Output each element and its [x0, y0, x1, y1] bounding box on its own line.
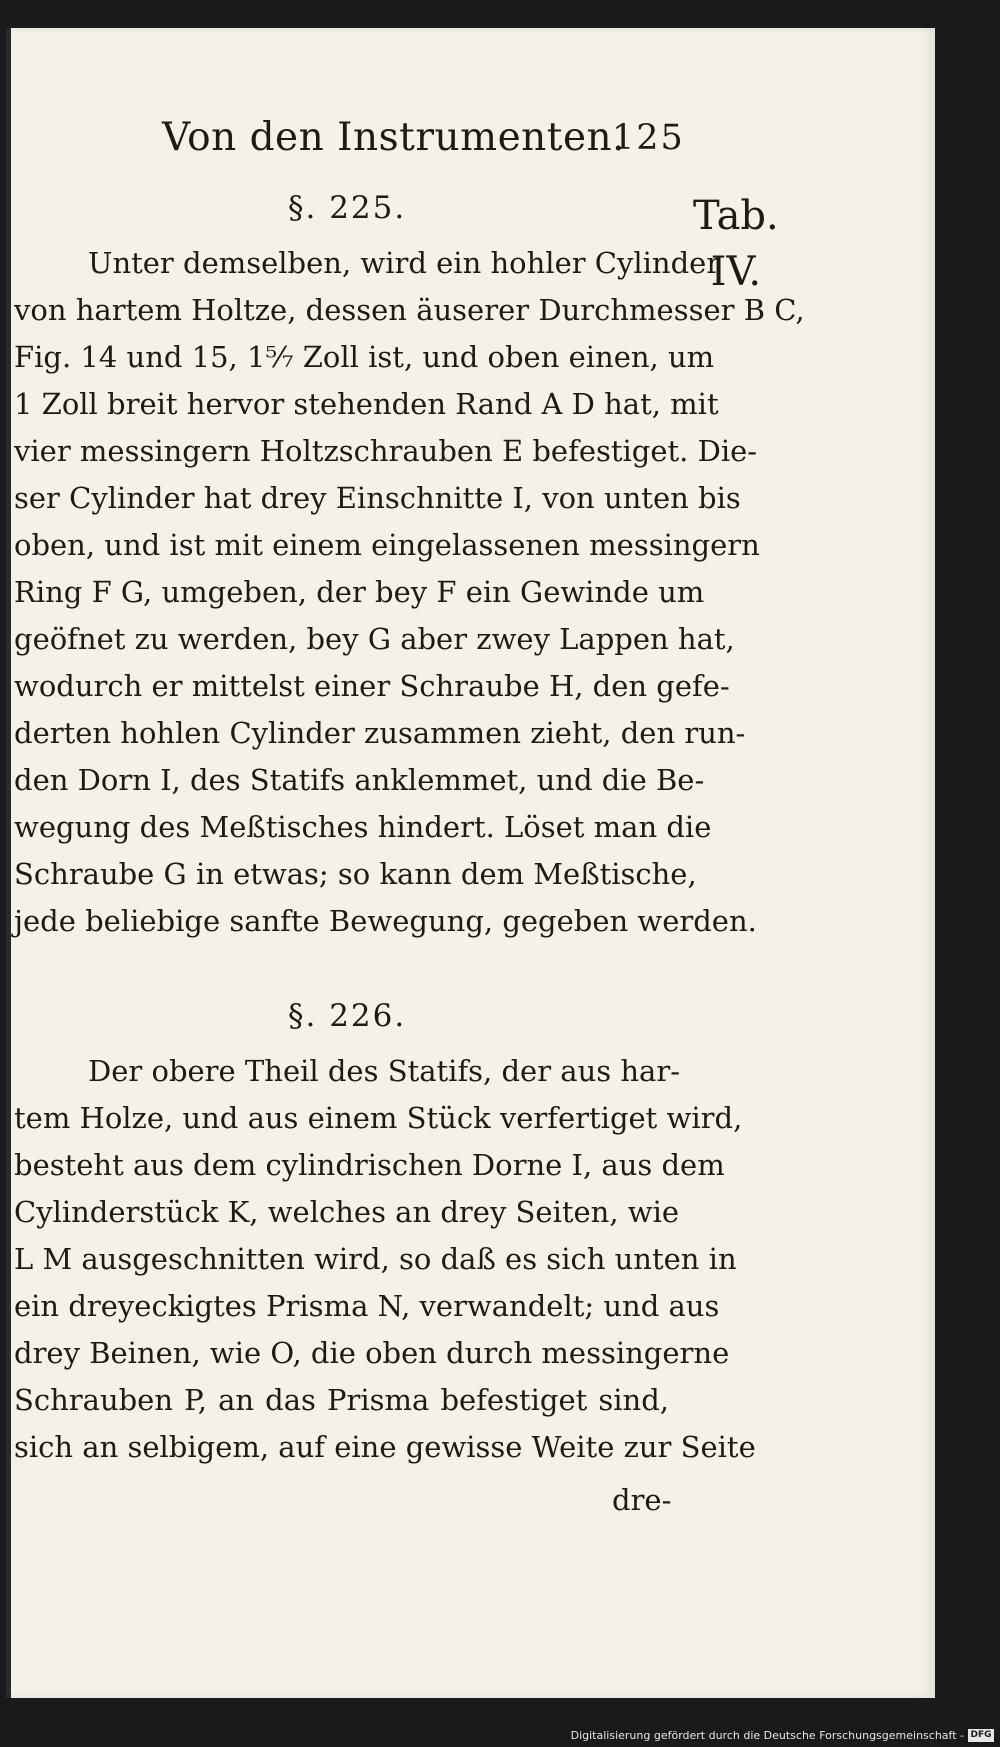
- page-binding-edge: [6, 28, 11, 1698]
- text-line: geöfnet zu werden, bey G aber zwey Lappen hat,: [14, 622, 735, 656]
- text-line: sich an selbigem, auf eine gewisse Weite zur Seite: [14, 1430, 756, 1464]
- text-line: von hartem Holtze, dessen äuserer Durchmesser B C,: [14, 293, 805, 327]
- text-line: drey Beinen, wie O, die oben durch messingerne: [14, 1336, 730, 1370]
- text-line: L M ausgeschnitten wird, so daß es sich unten in: [14, 1242, 737, 1276]
- section-title-225: §. 225.: [288, 190, 407, 226]
- text-line: tem Holze, und aus einem Stück verfertiget wird,: [14, 1101, 743, 1135]
- text-line: wodurch er mittelst einer Schraube H, den gefe-: [14, 669, 730, 703]
- margin-note-line: Tab.: [693, 193, 779, 239]
- digitization-credit: Digitalisierung gefördert durch die Deutsche Forschungsgemeinschaft -: [570, 1729, 964, 1742]
- text-line: ser Cylinder hat drey Einschnitte I, von unten bis: [14, 481, 741, 515]
- text-line: Schrauben P, an das Prisma befestiget sind,: [14, 1383, 669, 1417]
- text-line: Fig. 14 und 15, 1⁵⁄₇ Zoll ist, und oben einen, um: [14, 340, 715, 374]
- section-title-226: §. 226.: [288, 998, 407, 1034]
- text-line: 1 Zoll breit hervor stehenden Rand A D hat, mit: [14, 387, 719, 421]
- margin-note-table-reference: [693, 188, 779, 300]
- text-line: Schraube G in etwas; so kann dem Meßtische,: [14, 857, 697, 891]
- running-head: Von den Instrumenten.: [162, 115, 626, 160]
- text-line: Ring F G, umgeben, der bey F ein Gewinde um: [14, 575, 705, 609]
- text-line: ein dreyeckigtes Prisma N, verwandelt; und aus: [14, 1289, 720, 1323]
- margin-note-line: IV.: [710, 249, 762, 295]
- text-line: derten hohlen Cylinder zusammen zieht, den run-: [14, 716, 746, 750]
- text-line: Cylinderstück K, welches an drey Seiten, wie: [14, 1195, 680, 1229]
- dfg-logo: DFG: [968, 1729, 994, 1742]
- text-line: wegung des Meßtisches hindert. Löset man die: [14, 810, 712, 844]
- text-line: vier messingern Holtzschrauben E befestiget. Die-: [14, 434, 758, 468]
- text-line: Der obere Theil des Statifs, der aus har-: [88, 1054, 680, 1088]
- text-line: besteht aus dem cylindrischen Dorne I, aus dem: [14, 1148, 725, 1182]
- text-line: oben, und ist mit einem eingelassenen messingern: [14, 528, 760, 562]
- page-number: 125: [612, 118, 685, 158]
- text-line: jede beliebige sanfte Bewegung, gegeben werden.: [14, 904, 757, 938]
- text-line: den Dorn I, des Statifs anklemmet, und die Be-: [14, 763, 705, 797]
- text-line: Unter demselben, wird ein hohler Cylinder: [88, 246, 721, 280]
- catchword: dre-: [612, 1483, 672, 1517]
